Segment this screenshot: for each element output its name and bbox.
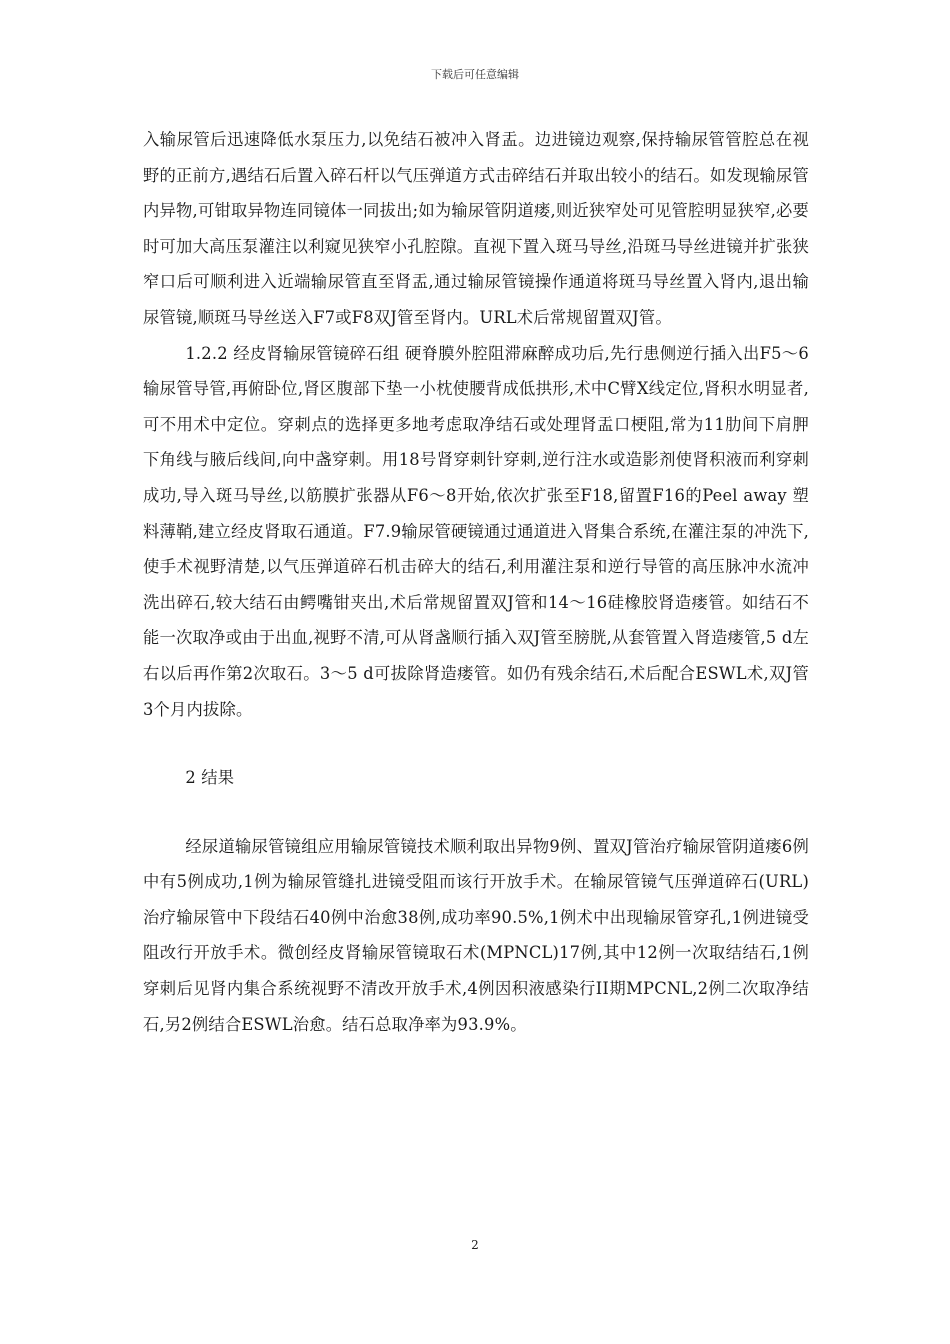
paragraph-results: 经尿道输尿管镜组应用输尿管镜技术顺利取出异物9例、置双J管治疗输尿管阴道瘘6例中有5例成功,1例为输尿管缝扎进镜受阻而该行开放手术。在输尿管镜气压弹道碎石(URL)治疗输尿管中下段结石40例中治愈38例,成功率90.5%,1例术中出现输尿管穿孔,1例进镜受阻改行开放手术。微创经皮肾输尿管镜取石术(MPNCL)17例,其中12例一次取结结石,1例穿刺后见肾内集合系统视野不清改开放手术,4例因积液感染行II期MPCNL,2例二次取净结石,另2例结合ESWL治愈。结石总取净率为93.9%。 <box>143 836 809 1034</box>
document-body <box>143 122 809 1042</box>
paragraph-continuation: 入输尿管后迅速降低水泵压力,以免结石被冲入肾盂。边进镜边观察,保持输尿管管腔总在视野的正前方,遇结石后置入碎石杆以气压弹道方式击碎结石并取出较小的结石。如发现输尿管内异物,可钳取异物连同镜体一同拔出;如为输尿管阴道瘘,则近狭窄处可见管腔明显狭窄,必要时可加大高压泵灌注以利窥见狭窄小孔腔隙。直视下置入斑马导丝,沿斑马导丝进镜并扩张狭窄口后可顺利进入近端输尿管直至肾盂,通过输尿管镜操作通道将斑马导丝置入肾内,退出输尿管镜,顺斑马导丝送入F7或F8双J管至肾内。URL术后常规留置双J管。 <box>143 130 809 327</box>
page-number: 2 <box>471 1238 479 1252</box>
paragraph-method-1-2-2: 1.2.2 经皮肾输尿管镜碎石组 硬脊膜外腔阻滞麻醉成功后,先行患侧逆行插入出F5～6输尿管导管,再俯卧位,肾区腹部下垫一小枕使腰背成低拱形,术中C臂X线定位,肾积水明显者,可不用术中定位。穿刺点的选择更多地考虑取净结石或处理肾盂口梗阻,常为11肋间下肩胛下角线与腋后线间,向中盏穿刺。用18号肾穿刺针穿刺,逆行注水或造影剂使肾积液而利穿刺成功,导入斑马导丝,以筋膜扩张器从F6～8开始,依次扩张至F18,留置F16的Peel away 塑料薄鞘,建立经皮肾取石通道。F7.9输尿管硬镜通过通道进入肾集合系统,在灌注泵的冲洗下,使手术视野清楚,以气压弹道碎石机击碎大的结石,利用灌注泵和逆行导管的高压脉冲水流冲洗出碎石,较大结石由鳄嘴钳夹出,术后常规留置双J管和14～16硅橡胶肾造瘘管。如结石不能一次取净或由于出血,视野不清,可从肾盏顺行插入双J管至膀胱,从套管置入肾造瘘管,5 d左右以后再作第2次取石。3～5 d可拔除肾造瘘管。如仍有残余结石,术后配合ESWL术,双J管3个月内拔除。 <box>143 343 809 719</box>
section-heading-results: 2 结果 <box>185 768 235 788</box>
page-header: 下载后可任意编辑 <box>431 68 519 81</box>
